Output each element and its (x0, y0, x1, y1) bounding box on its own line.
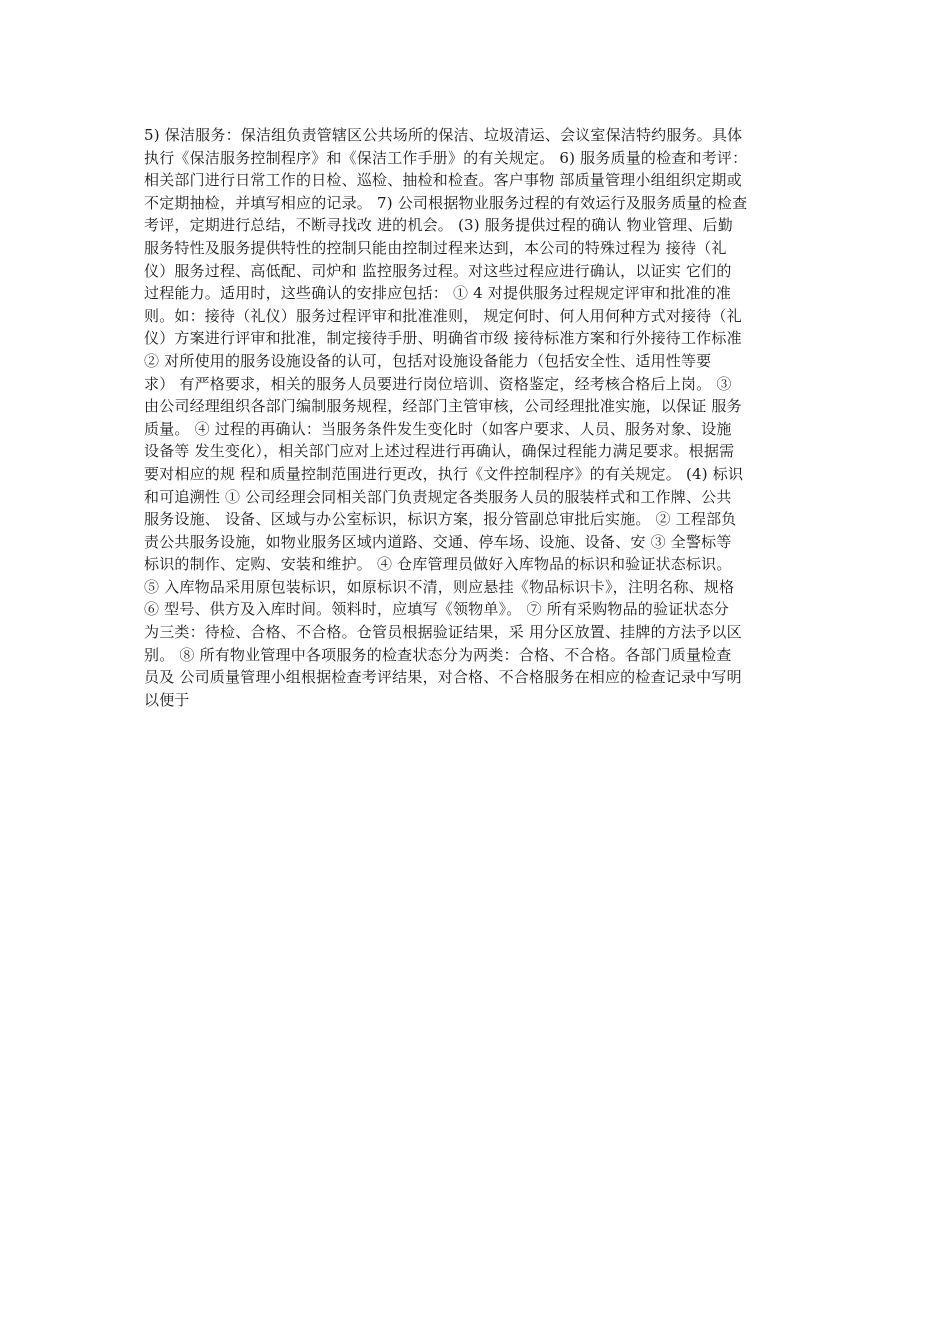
text-line: ⑥ 型号、供方及入库时间。领料时，应填写《领物单》。 ⑦ 所有采购物品的验证状态分 (144, 600, 730, 619)
text-line: 仪）服务过程、高低配、司炉和 监控服务过程。对这些过程应进行确认，以证实 它们的 (144, 261, 732, 280)
text-line: 要对相应的规 程和质量控制范围进行更改，执行《文件控制程序》的有关规定。 (4) 标识 (144, 464, 744, 483)
text-line: 执行《保洁服务控制程序》和《保洁工作手册》的有关规定。 6) 服务质量的检查和考评： (144, 148, 748, 167)
text-line: 过程能力。适用时，这些确认的安排应包括： ① 4 对提供服务过程规定评审和批准的准 (144, 284, 732, 303)
text-line: 标识的制作、定购、安装和维护。 ④ 仓库管理员做好入库物品的标识和验证状态标识。 (144, 555, 732, 574)
text-line: ② 对所使用的服务设施设备的认可，包括对设施设备能力（包括安全性、适用性等要 (144, 351, 712, 370)
text-line: 以便于 (144, 690, 190, 709)
text-line: 仪）方案进行评审和批准，制定接待手册、明确省市级 接待标准方案和行外接待工作标准 (144, 329, 742, 348)
text-line: ⑤ 入库物品采用原包装标识，如原标识不清，则应悬挂《物品标识卡》，注明名称、规格 (144, 577, 735, 596)
body-text (144, 124, 810, 711)
text-line: 质量。 ④ 过程的再确认：当服务条件发生变化时（如客户要求、人员、服务对象、设施 (144, 419, 732, 438)
text-line: 5) 保洁服务：保洁组负责管辖区公共场所的保洁、垃圾清运、会议室保洁特约服务。具体 (144, 126, 743, 144)
text-line: 设备等 发生变化），相关部门应对上述过程进行再确认，确保过程能力满足要求。根据需 (144, 442, 735, 461)
text-line: 则。如：接待（礼仪）服务过程评审和批准准则， 规定何时、何人用何种方式对接待（礼 (144, 306, 742, 325)
text-line: 为三类：待检、合格、不合格。仓管员根据验证结果，采 用分区放置、挂牌的方法予以区 (144, 623, 742, 642)
text-line: 相关部门进行日常工作的日检、巡检、抽检和检查。客户事物 部质量管理小组组织定期或 (144, 171, 742, 190)
text-line: 和可追溯性 ① 公司经理会同相关部门负责规定各类服务人员的服装样式和工作牌、公共 (144, 487, 732, 506)
text-line: 服务特性及服务提供特性的控制只能由控制过程来达到，本公司的特殊过程为 接待（礼 (144, 238, 727, 257)
text-line: 别。 ⑧ 所有物业管理中各项服务的检查状态分为两类：合格、不合格。各部门质量检查 (144, 645, 732, 664)
text-line: 由公司经理组织各部门编制服务规程，经部门主管审核，公司经理批准实施，以保证 服务 (144, 397, 742, 416)
text-line: 服务设施、 设备、区域与办公室标识，标识方案，报分管副总审批后实施。 ② 工程部负 (144, 510, 737, 529)
text-line: 求） 有严格要求，相关的服务人员要进行岗位培训、资格鉴定，经考核合格后上岗。 ③ (144, 374, 732, 393)
text-line: 员及 公司质量管理小组根据检查考评结果，对合格、不合格服务在相应的检查记录中写明 (144, 668, 742, 687)
text-line: 考评，定期进行总结，不断寻找改 进的机会。 (3) 服务提供过程的确认 物业管理、后勤 (144, 216, 733, 235)
text-line: 责公共服务设施，如物业服务区域内道路、交通、停车场、设施、设备、安 ③ 全警标等 (144, 532, 732, 551)
text-line: 不定期抽检，并填写相应的记录。 7) 公司根据物业服务过程的有效运行及服务质量的检查 (144, 193, 748, 212)
